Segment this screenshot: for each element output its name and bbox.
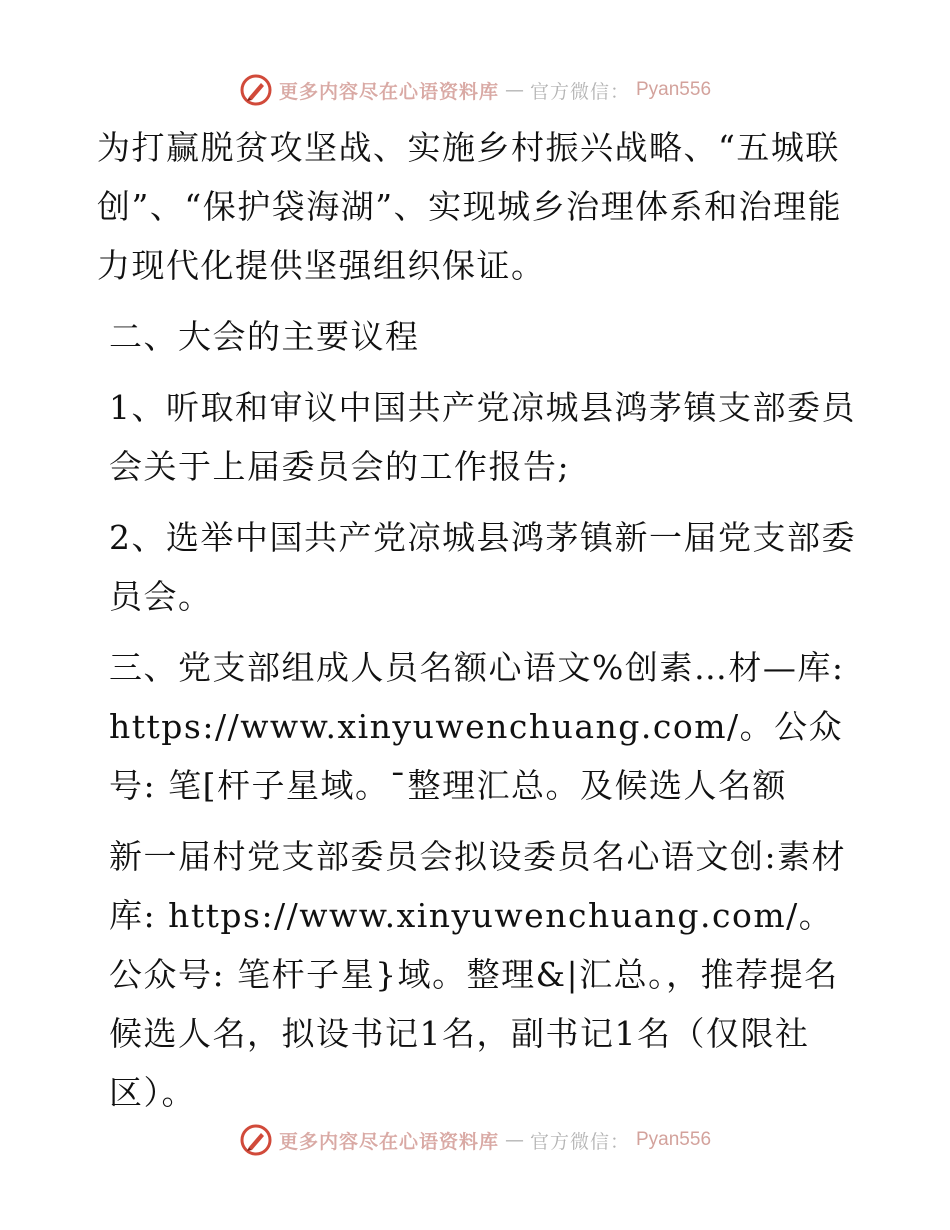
agenda-item-2: 2、选举中国共产党凉城县鸿茅镇新一届党支部委员会。	[109, 518, 856, 616]
document-body	[97, 118, 857, 1134]
paragraph-1: 为打赢脱贫攻坚战、实施乡村振兴战略、“五城联创”、“保护袋海湖”、实现城乡治理体系和治理能力现代化提供坚强组织保证。	[97, 128, 843, 285]
section-heading-agenda: 二、大会的主要议程	[109, 317, 420, 356]
watermark-bottom	[0, 1120, 950, 1160]
watermark-text: 更多内容尽在心语资料库	[278, 1130, 499, 1153]
watermark-wechat-id: Pyan556	[636, 79, 712, 100]
pen-logo-icon	[239, 73, 273, 107]
watermark-dash: —	[504, 79, 524, 101]
watermark-wechat-label: 官方微信：	[529, 80, 630, 103]
watermark-dash: —	[504, 1129, 524, 1151]
watermark-wechat-label: 官方微信：	[529, 1130, 630, 1153]
watermark-text: 更多内容尽在心语资料库	[278, 80, 499, 103]
paragraph-committee: 新一届村党支部委员会拟设委员名心语文创:素材库: https://www.xinyuwenchuang.com/。公众号: 笔杆子星}域。整理&|汇总。，推荐提名候选人名，拟设书记1名，副书记1名（仅限社区）。	[109, 837, 847, 1112]
watermark-top	[0, 70, 950, 110]
section-heading-members: 三、党支部组成人员名额心语文%创素…材—库: https://www.xinyuwenchuang.com/。公众号: 笔[杆子星域。¯整理汇总。及候选人名额	[109, 648, 845, 805]
watermark-wechat-id: Pyan556	[636, 1129, 712, 1150]
pen-logo-icon	[239, 1123, 273, 1157]
agenda-item-1: 1、听取和审议中国共产党凉城县鸿茅镇支部委员会关于上届委员会的工作报告;	[109, 388, 856, 486]
